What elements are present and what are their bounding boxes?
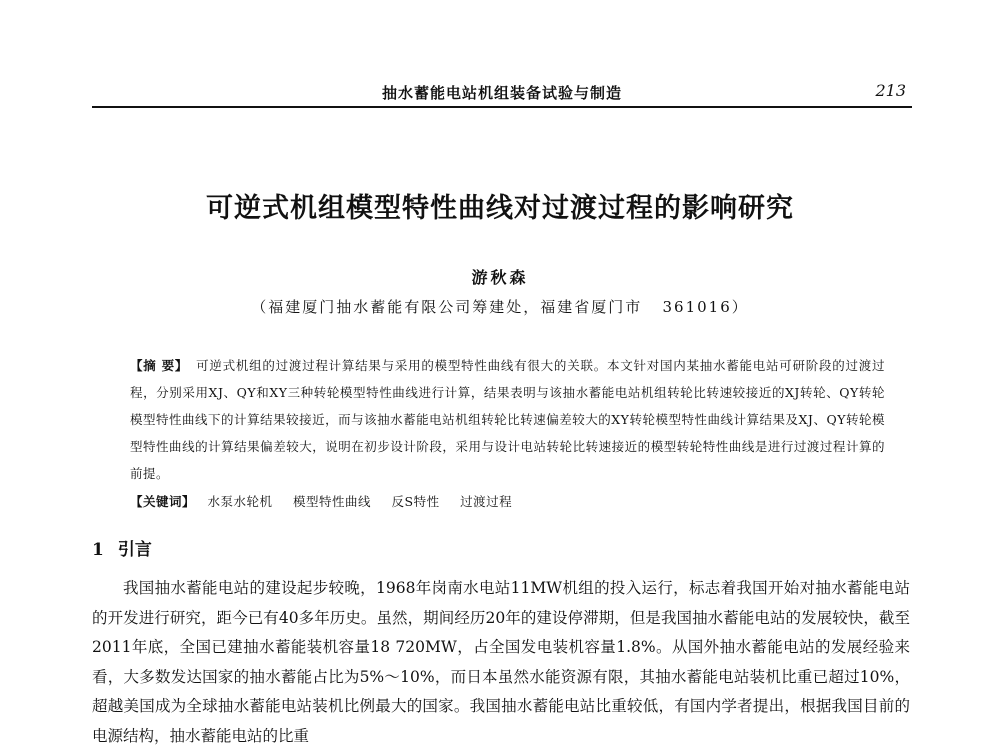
author-name: 游秋森 bbox=[471, 268, 529, 287]
running-header bbox=[92, 78, 912, 108]
section-number: 1 bbox=[92, 540, 104, 560]
paper-title: 可逆式机组模型特性曲线对过渡过程的影响研究 bbox=[206, 193, 794, 224]
running-title: 抽水蓄能电站机组装备试验与制造 bbox=[381, 84, 622, 102]
page-number: 213 bbox=[875, 81, 906, 100]
keywords-block bbox=[130, 488, 885, 515]
body-paragraph: 我国抽水蓄能电站的建设起步较晚，1968年岗南水电站11MW机组的投入运行，标志着我国开始对抽水蓄能电站的开发进行研究，距今已有40多年历史。虽然，期间经历20年的建设停滞期，但是我国抽水蓄能电站的发展较快，截至2011年底，全国已建抽水蓄能装机容量18 720MW，占全国发电装机容量1.8%。从国外抽水蓄能电站的发展经验来看，大多数发达国家的抽水蓄能占比为5%～10%，而日本虽然水能资源有限，其抽水蓄能电站装机比重已超过10%，超越美国成为全球抽水蓄能电站装机比例最大的国家。我国抽水蓄能电站比重较低，有国内学者提出，根据我国目前的电源结构，抽水蓄能电站的比重 bbox=[92, 579, 910, 745]
keywords-label: 【关键词】 bbox=[130, 494, 196, 509]
abstract-label: 【摘 要】 bbox=[130, 358, 189, 373]
abstract-text: 可逆式机组的过渡过程计算结果与采用的模型特性曲线有很大的关联。本文针对国内某抽水蓄能电站可研阶段的过渡过程，分别采用XJ、QY和XY三种转轮模型特性曲线进行计算，结果表明与该抽水蓄能电站机组转轮比转速较接近的XJ转轮、QY转轮模型特性曲线下的计算结果较接近，而与该抽水蓄能电站机组转轮比转速偏差较大的XY转轮模型特性曲线计算结果及XJ、QY转轮模型特性曲线的计算结果偏差较大，说明在初步设计阶段，采用与设计电站转轮比转速接近的模型转轮特性曲线是进行过渡过程计算的前提。 bbox=[130, 358, 885, 481]
author-affiliation: （福建厦门抽水蓄能有限公司筹建处，福建省厦门市 361016） bbox=[251, 298, 749, 316]
section-heading bbox=[92, 535, 152, 560]
keyword: 过渡过程 bbox=[460, 494, 513, 509]
keyword: 水泵水轮机 bbox=[207, 494, 273, 509]
abstract-block bbox=[130, 352, 885, 487]
keyword: 模型特性曲线 bbox=[293, 494, 372, 509]
keyword: 反S特性 bbox=[391, 494, 440, 509]
section-title: 引言 bbox=[117, 540, 152, 560]
